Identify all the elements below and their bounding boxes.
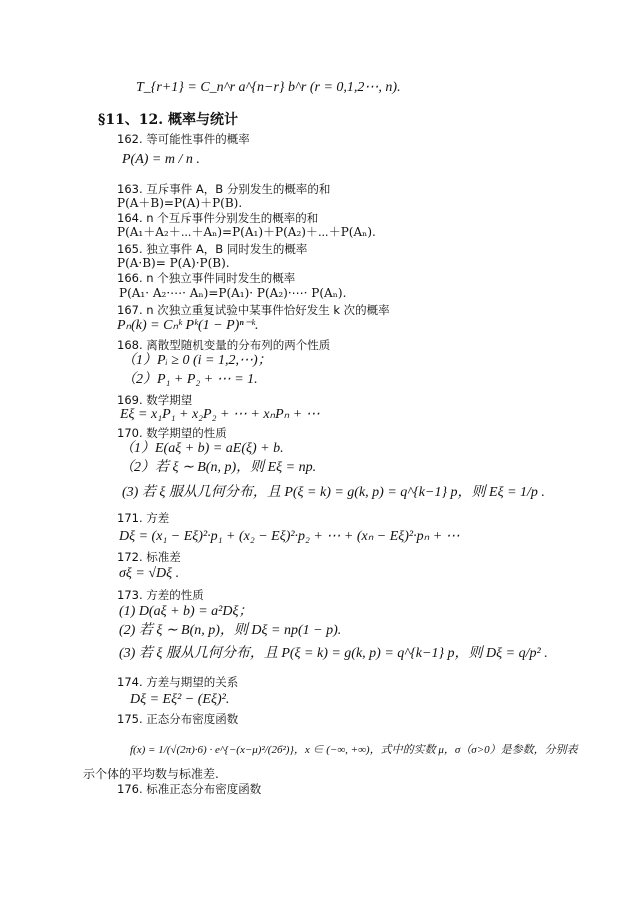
formula-165: P(A·B)= P(A)·P(B).: [117, 256, 230, 270]
binomial-term-formula: T_{r+1} = C_n^r a^{n−r} b^r (r = 0,1,2⋯, n).: [136, 80, 401, 95]
formula-173-3: (3) 若 ξ 服从几何分布，且 P(ξ = k) = g(k, p) = q^{k−1} p，则 Dξ = q/p² .: [119, 646, 548, 661]
formula-167: Pₙ(k) = Cₙᵏ Pᵏ(1 − P)ⁿ⁻ᵏ.: [117, 318, 259, 333]
formula-173-2: (2) 若 ξ ∼ B(n, p)，则 Dξ = np(1 − p).: [119, 623, 342, 638]
item-162-title: 162. 等可能性事件的概率: [117, 132, 250, 146]
formula-164: P(A₁＋A₂＋⋯＋Aₙ)=P(A₁)＋P(A₂)＋⋯＋P(Aₙ).: [117, 225, 376, 239]
item-164-title: 164. n 个互斥事件分别发生的概率的和: [117, 211, 319, 225]
formula-175-continuation: 示个体的平均数与标准差.: [83, 767, 219, 781]
formula-168-1: （1）Pᵢ ≥ 0 (i = 1,2,⋯)；: [122, 353, 272, 368]
formula-174: Dξ = Eξ² − (Eξ)².: [130, 692, 230, 707]
formula-170-2: （2）若 ξ ∼ B(n, p)，则 Eξ = np.: [120, 460, 317, 475]
formula-172: σξ = √Dξ .: [119, 566, 180, 581]
formula-169: Eξ = x₁P₁ + x₂P₂ + ⋯ + xₙPₙ + ⋯: [120, 407, 320, 422]
item-169-title: 169. 数学期望: [117, 393, 193, 407]
item-174-title: 174. 方差与期望的关系: [117, 675, 239, 689]
formula-163: P(A＋B)=P(A)＋P(B).: [117, 196, 243, 210]
item-163-title: 163. 互斥事件 A，B 分别发生的概率的和: [117, 182, 331, 196]
item-165-title: 165. 独立事件 A，B 同时发生的概率: [117, 242, 308, 256]
formula-173-1: (1) D(aξ + b) = a²Dξ；: [119, 604, 253, 619]
item-167-title: 167. n 次独立重复试验中某事件恰好发生 k 次的概率: [117, 303, 390, 317]
item-176-title: 176. 标准正态分布密度函数: [117, 782, 262, 796]
item-172-title: 172. 标准差: [117, 550, 181, 564]
item-171-title: 171. 方差: [117, 511, 170, 525]
formula-162: P(A) = m / n .: [122, 152, 200, 167]
item-166-title: 166. n 个独立事件同时发生的概率: [117, 271, 296, 285]
item-173-title: 173. 方差的性质: [117, 588, 204, 602]
formula-171: Dξ = (x₁ − Eξ)²·p₁ + (x₂ − Eξ)²·p₂ + ⋯ + (xₙ − Eξ)²·pₙ + ⋯: [119, 529, 460, 544]
item-168-title: 168. 离散型随机变量的分布列的两个性质: [117, 338, 331, 352]
formula-170-1: （1）E(aξ + b) = aE(ξ) + b.: [120, 441, 284, 456]
formula-175: f(x) = 1/(√(2π)·6) · e^{−(x−μ)²/(2б²)}，x ∈ (−∞, +∞)，式中的实数 μ，σ（σ>0）是参数，分别表: [130, 744, 578, 756]
section-heading-probability: §11、12. 概率与统计: [98, 112, 239, 128]
formula-170-3: (3) 若 ξ 服从几何分布，且 P(ξ = k) = g(k, p) = q^{k−1} p，则 Eξ = 1/p .: [122, 485, 545, 500]
formula-166: P(A₁· A₂·⋯· Aₙ)=P(A₁)· P(A₂)·⋯· P(Aₙ).: [119, 286, 347, 300]
formula-168-2: （2）P₁ + P₂ + ⋯ = 1.: [122, 372, 258, 387]
item-175-title: 175. 正态分布密度函数: [117, 712, 239, 726]
item-170-title: 170. 数学期望的性质: [117, 426, 227, 440]
